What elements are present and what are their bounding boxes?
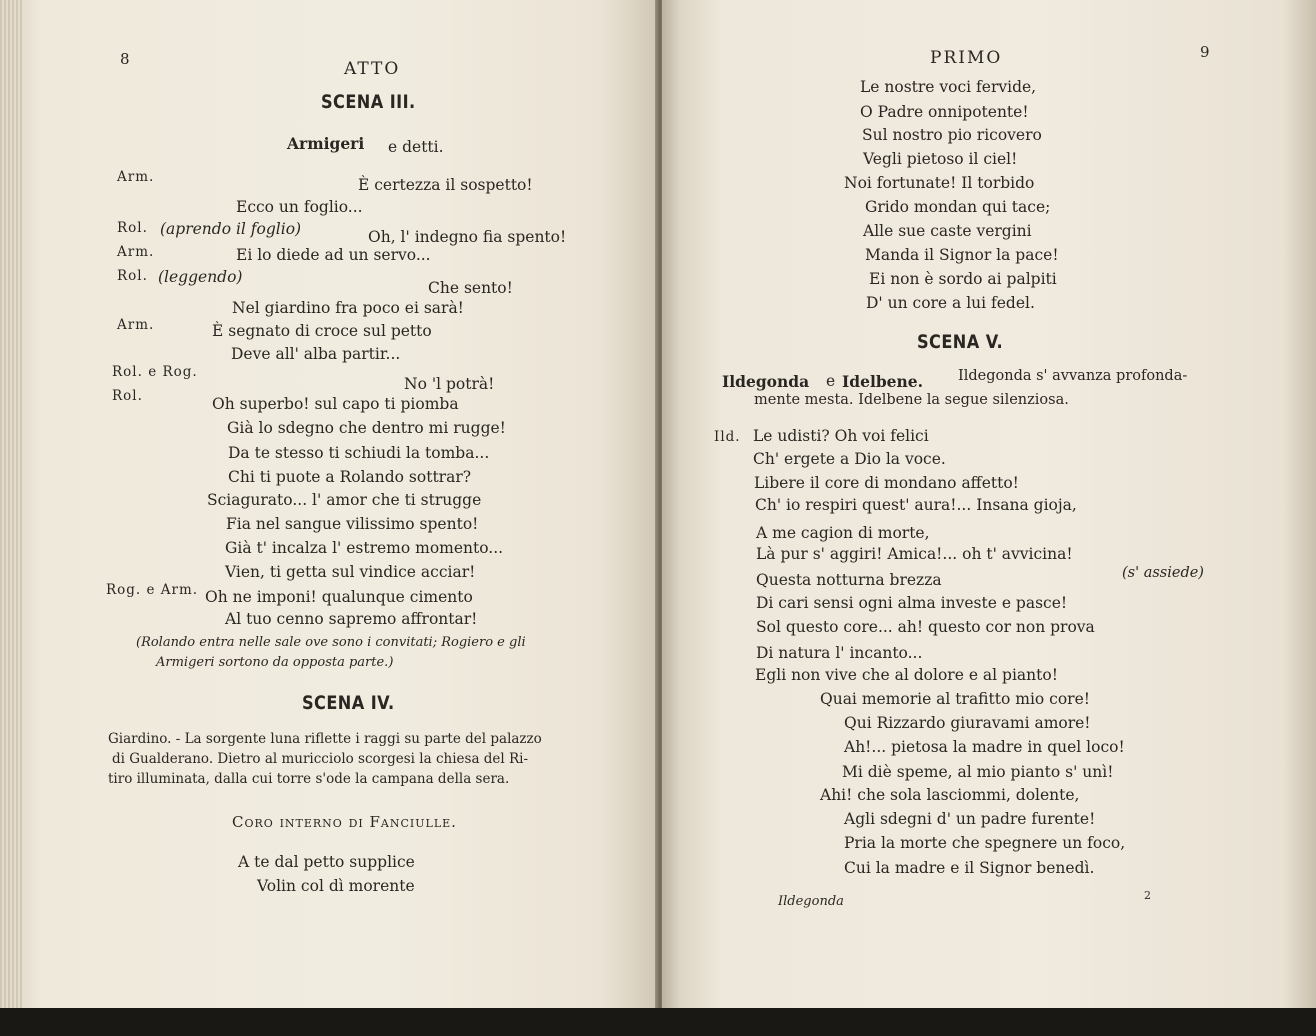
- verse-line: Egli non vive che al dolore e al pianto!: [755, 666, 1058, 684]
- verse-line: Vien, ti getta sul vindice acciar!: [225, 563, 476, 581]
- verse-line: Sciagurato... l' amor che ti strugge: [207, 491, 482, 509]
- speaker: Rol.: [117, 220, 148, 236]
- verse-line: Oh ne imponi! qualunque cimento: [205, 588, 473, 606]
- scene-description: Ildegonda s' avvanza profonda-: [958, 368, 1188, 384]
- verse-line: Oh, l' indegno fia spento!: [368, 228, 567, 246]
- verse-line: A te dal petto supplice: [238, 853, 415, 871]
- footer-title: Ildegonda: [778, 894, 844, 909]
- verse-line: Vegli pietoso il ciel!: [863, 150, 1018, 168]
- speaker: Arm.: [117, 244, 155, 260]
- table-surface: [0, 1008, 1316, 1036]
- verse-line: Fia nel sangue vilissimo spento!: [226, 515, 479, 533]
- stage-direction: Armigeri sortono da opposta parte.): [156, 655, 394, 670]
- speaker: Rol. e Rog.: [112, 364, 198, 380]
- stage-direction: (aprendo il foglio): [160, 220, 302, 238]
- verse-line: D' un core a lui fedel.: [866, 294, 1035, 312]
- verse-line: Le nostre voci fervide,: [860, 78, 1037, 96]
- verse-line: Deve all' alba partir...: [231, 345, 401, 363]
- verse-line: Agli sdegni d' un padre furente!: [844, 810, 1096, 828]
- verse-line: Là pur s' aggiri! Amica!... oh t' avvicina!: [756, 545, 1073, 563]
- verse-line: Cui la madre e il Signor benedì.: [844, 859, 1095, 877]
- verse-line: No 'l potrà!: [404, 375, 495, 393]
- verse-line: Di cari sensi ogni alma investe e pasce!: [756, 594, 1068, 612]
- verse-line: Sol questo core... ah! questo cor non prova: [756, 618, 1095, 636]
- speaker: Ild.: [714, 429, 741, 445]
- page-number: 9: [1200, 43, 1210, 61]
- stage-direction: (s' assiede): [1122, 565, 1204, 581]
- stage-direction: (leggendo): [158, 268, 243, 286]
- verse-line: Al tuo cenno sapremo affrontar!: [225, 610, 478, 628]
- running-header: ATTO: [344, 59, 401, 79]
- page-number: 8: [120, 50, 130, 68]
- verse-line: Ch' io respiri quest' aura!... Insana gioja,: [755, 496, 1077, 514]
- scene-cast: Armigeri: [287, 134, 365, 153]
- verse-line: Noi fortunate! Il torbido: [844, 174, 1035, 192]
- verse-line: Grido mondan qui tace;: [865, 198, 1051, 216]
- running-header: PRIMO: [930, 48, 1003, 68]
- verse-line: Manda il Signor la pace!: [865, 246, 1059, 264]
- scene-description: tiro illuminata, dalla cui torre s'ode la campana della sera.: [108, 771, 510, 787]
- verse-line: Già lo sdegno che dentro mi rugge!: [227, 419, 506, 437]
- scene-cast-rest: e detti.: [388, 138, 444, 156]
- scene-title: SCENA III.: [321, 91, 416, 113]
- verse-line: Di natura l' incanto...: [756, 644, 923, 662]
- scene-cast-conj: e: [826, 372, 836, 390]
- verse-line: Nel giardino fra poco ei sarà!: [232, 299, 464, 317]
- verse-line: Quai memorie al trafitto mio core!: [820, 690, 1090, 708]
- scene-description: mente mesta. Idelbene la segue silenziosa.: [754, 392, 1069, 408]
- verse-line: Ch' ergete a Dio la voce.: [753, 450, 946, 468]
- verse-line: Ei lo diede ad un servo...: [236, 246, 431, 264]
- verse-line: Ecco un foglio...: [236, 198, 363, 216]
- scene-cast: Idelbene.: [842, 372, 924, 391]
- verse-line: Oh superbo! sul capo ti piomba: [212, 395, 459, 413]
- verse-line: Questa notturna brezza: [756, 571, 942, 589]
- verse-line: Le udisti? Oh voi felici: [753, 427, 929, 445]
- page-edges: [0, 0, 22, 1036]
- speaker: Arm.: [117, 169, 155, 185]
- speaker: Rol.: [117, 268, 148, 284]
- verse-line: Libere il core di mondano affetto!: [754, 474, 1019, 492]
- speaker: Rog. e Arm.: [106, 582, 199, 598]
- scene-title: SCENA V.: [917, 331, 1004, 353]
- verse-line: Volin col dì morente: [257, 877, 415, 895]
- verse-line: A me cagion di morte,: [756, 524, 930, 542]
- chorus-heading: Coro interno di Fanciulle.: [232, 813, 457, 831]
- verse-line: Pria la morte che spegnere un foco,: [844, 834, 1126, 852]
- scene-cast: Ildegonda: [722, 372, 810, 391]
- speaker: Arm.: [117, 317, 155, 333]
- verse-line: Ah!... pietosa la madre in quel loco!: [844, 738, 1125, 756]
- verse-line: Da te stesso ti schiudi la tomba...: [228, 444, 490, 462]
- right-page: [662, 0, 1316, 1036]
- verse-line: Ei non è sordo ai palpiti: [869, 270, 1057, 288]
- verse-line: Alle sue caste vergini: [863, 222, 1032, 240]
- speaker: Rol.: [112, 388, 143, 404]
- stage-direction: (Rolando entra nelle sale ove sono i convitati; Rogiero e gli: [136, 635, 526, 650]
- scene-description: Giardino. - La sorgente luna riflette i raggi su parte del palazzo: [108, 731, 542, 747]
- verse-line: O Padre onnipotente!: [860, 103, 1029, 121]
- verse-line: Chi ti puote a Rolando sottrar?: [228, 468, 472, 486]
- verse-line: È certezza il sospetto!: [358, 176, 533, 194]
- verse-line: È segnato di croce sul petto: [212, 322, 432, 340]
- verse-line: Sul nostro pio ricovero: [862, 126, 1042, 144]
- scene-title: SCENA IV.: [302, 692, 395, 714]
- signature-mark: 2: [1144, 889, 1151, 902]
- verse-line: Ahi! che sola lasciommi, dolente,: [820, 786, 1080, 804]
- verse-line: Mi diè speme, al mio pianto s' unì!: [842, 763, 1114, 781]
- verse-line: Già t' incalza l' estremo momento...: [225, 539, 504, 557]
- verse-line: Qui Rizzardo giuravami amore!: [844, 714, 1091, 732]
- scene-description: di Gualderano. Dietro al muricciolo scorgesi la chiesa del Ri-: [112, 751, 529, 767]
- verse-line: Che sento!: [428, 279, 513, 297]
